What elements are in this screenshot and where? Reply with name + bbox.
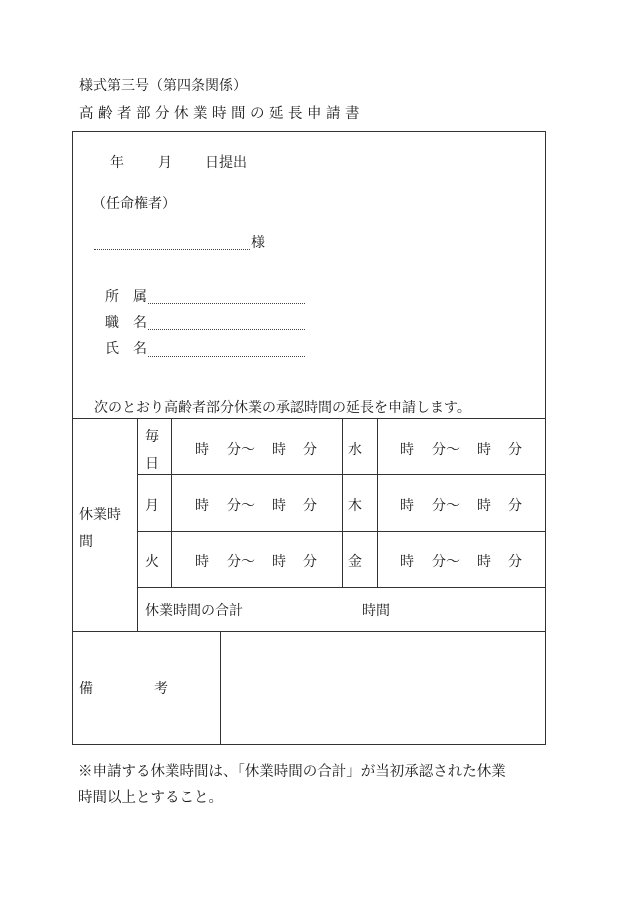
- time-h: 時: [477, 442, 491, 458]
- date-day-submitted: 日提出: [205, 155, 247, 171]
- time-h: 時: [195, 554, 209, 570]
- honorific-sama: 様: [251, 235, 265, 251]
- table-line: [137, 418, 138, 631]
- remarks-label-b: 考: [154, 681, 168, 697]
- table-line: [377, 418, 378, 587]
- time-m-tilde: 分〜: [432, 554, 460, 570]
- time-h: 時: [195, 442, 209, 458]
- table-line: [342, 418, 343, 587]
- remarks-field[interactable]: [221, 632, 545, 744]
- time-m: 分: [508, 442, 522, 458]
- time-h: 時: [477, 554, 491, 570]
- hours-label-line1: 休業時: [79, 507, 121, 523]
- position-line[interactable]: [148, 329, 305, 330]
- time-m-tilde: 分〜: [227, 442, 255, 458]
- time-h: 時: [400, 498, 414, 514]
- name-line[interactable]: [148, 356, 305, 357]
- day-fri: 金: [348, 554, 362, 570]
- time-h: 時: [272, 442, 286, 458]
- appointer-name-line[interactable]: [94, 249, 250, 250]
- day-thu: 木: [348, 498, 362, 514]
- application-statement: 次のとおり高齢者部分休業の承認時間の延長を申請します。: [94, 400, 471, 416]
- table-line: [137, 587, 546, 588]
- time-m-tilde: 分〜: [432, 498, 460, 514]
- time-m: 分: [508, 498, 522, 514]
- date-year: 年: [110, 155, 124, 171]
- day-wed: 水: [348, 442, 362, 458]
- time-m-tilde: 分〜: [432, 442, 460, 458]
- time-h: 時: [477, 498, 491, 514]
- time-m: 分: [508, 554, 522, 570]
- time-h: 時: [400, 554, 414, 570]
- total-hours-unit: 時間: [362, 603, 390, 619]
- time-m-tilde: 分〜: [227, 498, 255, 514]
- position-label-a: 職: [105, 315, 119, 331]
- remarks-label-a: 備: [79, 681, 93, 697]
- day-everyday-a: 毎: [145, 429, 159, 445]
- name-label-a: 氏: [105, 341, 119, 357]
- day-tue: 火: [145, 554, 159, 570]
- time-m: 分: [303, 498, 317, 514]
- time-h: 時: [195, 498, 209, 514]
- day-mon: 月: [145, 498, 159, 514]
- form-number: 様式第三号（第四条関係）: [79, 78, 247, 94]
- time-m: 分: [303, 442, 317, 458]
- affiliation-label-a: 所: [105, 289, 119, 305]
- affiliation-line[interactable]: [148, 303, 305, 304]
- table-line: [171, 418, 172, 587]
- time-h: 時: [272, 554, 286, 570]
- total-hours-label: 休業時間の合計: [145, 603, 243, 619]
- affiliation-label-b: 属: [133, 289, 147, 305]
- table-line: [72, 418, 546, 419]
- day-everyday-b: 日: [145, 456, 159, 472]
- time-m: 分: [303, 554, 317, 570]
- document-title: 高齢者部分休業時間の延長申請書: [79, 106, 364, 122]
- position-label-b: 名: [133, 315, 147, 331]
- time-h: 時: [400, 442, 414, 458]
- date-month: 月: [158, 155, 172, 171]
- footnote-line2: 時間以上とすること。: [78, 790, 223, 806]
- hours-label-line2: 間: [79, 534, 93, 550]
- appointer-label: （任命権者）: [92, 196, 176, 212]
- time-h: 時: [272, 498, 286, 514]
- footnote-line1: ※申請する休業時間は、「休業時間の合計」が当初承認された休業: [78, 764, 506, 780]
- time-m-tilde: 分〜: [227, 554, 255, 570]
- name-label-b: 名: [133, 341, 147, 357]
